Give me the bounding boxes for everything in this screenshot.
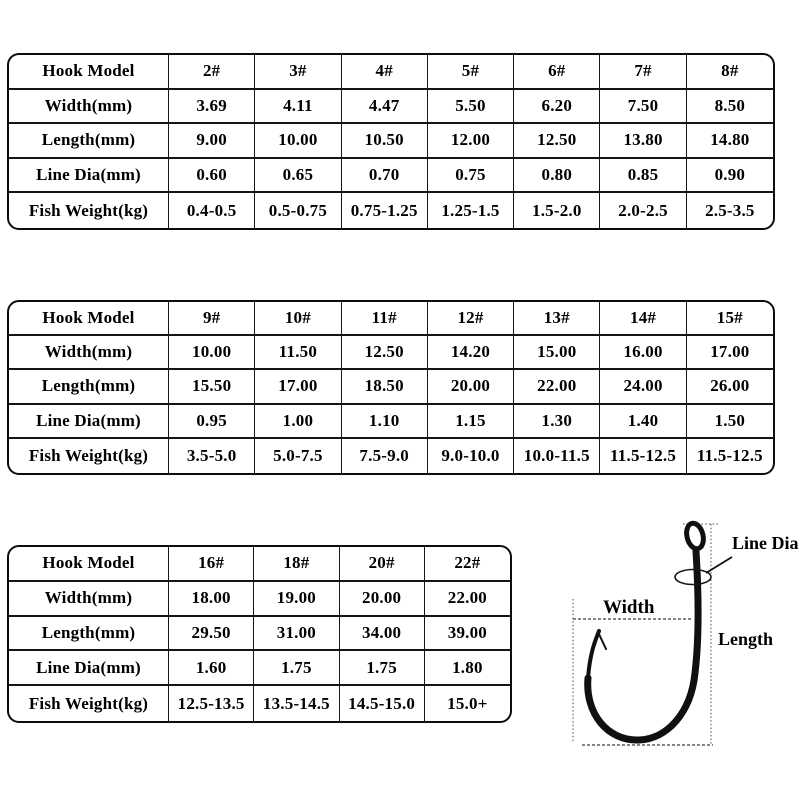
spec-value-cell: 4.47 xyxy=(342,90,428,125)
hook-diagram-svg xyxy=(555,505,800,775)
spec-value-cell: 0.5-0.75 xyxy=(255,193,341,228)
hook-model-header-cell: 11# xyxy=(342,302,428,336)
spec-value-cell: 3.5-5.0 xyxy=(169,439,255,473)
hook-model-header-cell: 8# xyxy=(687,55,773,90)
hook-spec-table-sizes-16-22 xyxy=(7,545,512,723)
spec-value-cell: 11.5-12.5 xyxy=(696,445,763,465)
spec-value-cell: 10.00 xyxy=(169,336,255,370)
hook-model-header-cell: 20# xyxy=(340,547,425,582)
hook-model-header-cell: 5# xyxy=(428,55,514,90)
row-header-cell: Line Dia(mm) xyxy=(9,651,169,686)
spec-value-cell: 1.75 xyxy=(340,651,425,686)
hook-spec-table-sizes-2-8 xyxy=(7,53,775,230)
spec-value-cell: 0.95 xyxy=(169,405,255,439)
fish-hook-illustration xyxy=(588,521,706,740)
spec-value-cell: 13.80 xyxy=(600,124,686,159)
spec-value-cell: 39.00 xyxy=(425,617,510,652)
spec-value-cell: 22.00 xyxy=(425,582,510,617)
row-header-cell: Hook Model xyxy=(9,302,169,336)
spec-value-cell: 15.50 xyxy=(169,370,255,404)
spec-value-cell: 0.85 xyxy=(600,159,686,194)
spec-value-cell: 11.5-12.5 xyxy=(600,439,686,473)
spec-value-cell: 1.60 xyxy=(169,651,254,686)
spec-value-cell: 5.50 xyxy=(428,90,514,125)
spec-value-cell: 8.50 xyxy=(687,90,773,125)
spec-value-cell: 29.50 xyxy=(169,617,254,652)
spec-value-cell: 3.69 xyxy=(169,90,255,125)
spec-value-cell: 14.20 xyxy=(428,336,514,370)
spec-value-cell: 5.0-7.5 xyxy=(255,439,341,473)
row-header-cell: Width(mm) xyxy=(9,90,169,125)
spec-value-cell: 4.11 xyxy=(255,90,341,125)
hook-model-header-cell: 12# xyxy=(428,302,514,336)
row-header-cell: Line Dia(mm) xyxy=(9,405,169,439)
spec-value-cell: 6.20 xyxy=(514,90,600,125)
spec-value-cell: 20.00 xyxy=(340,582,425,617)
hook-model-header-cell: 3# xyxy=(255,55,341,90)
spec-value-cell: 12.50 xyxy=(342,336,428,370)
hook-model-header-cell: 2# xyxy=(169,55,255,90)
hook-model-header-cell: 6# xyxy=(514,55,600,90)
spec-value-cell: 14.5-15.0 xyxy=(340,686,425,721)
spec-value-cell: 17.00 xyxy=(687,336,773,370)
spec-value-cell: 1.15 xyxy=(428,405,514,439)
spec-value-cell: 0.75-1.25 xyxy=(342,193,428,228)
row-header-cell: Hook Model xyxy=(9,547,169,582)
spec-value-cell: 0.60 xyxy=(169,159,255,194)
spec-value-cell: 24.00 xyxy=(600,370,686,404)
hook-model-header-cell: 16# xyxy=(169,547,254,582)
spec-value-cell: 31.00 xyxy=(254,617,339,652)
hook-barb xyxy=(598,632,606,649)
spec-value-cell: 16.00 xyxy=(600,336,686,370)
spec-value-cell: 1.80 xyxy=(425,651,510,686)
spec-value-cell: 12.00 xyxy=(428,124,514,159)
spec-value-cell: 1.10 xyxy=(342,405,428,439)
width-label: Width xyxy=(603,597,655,618)
row-header-cell: Hook Model xyxy=(9,55,169,90)
spec-value-cell: 0.80 xyxy=(514,159,600,194)
spec-value-cell: 0.70 xyxy=(342,159,428,194)
spec-value-cell: 1.5-2.0 xyxy=(514,193,600,228)
spec-value-cell: 34.00 xyxy=(340,617,425,652)
spec-value-cell: 13.5-14.5 xyxy=(254,686,339,721)
row-header-cell: Width(mm) xyxy=(9,336,169,370)
hook-model-header-cell: 22# xyxy=(425,547,510,582)
spec-value-cell: 1.30 xyxy=(514,405,600,439)
hook-model-header-cell: 4# xyxy=(342,55,428,90)
hook-model-header-cell: 18# xyxy=(254,547,339,582)
hook-model-header-cell: 13# xyxy=(514,302,600,336)
spec-value-cell: 9.0-10.0 xyxy=(428,439,514,473)
spec-value-cell: 7.5-9.0 xyxy=(342,439,428,473)
hook-spec-table-sizes-9-15 xyxy=(7,300,775,475)
hook-eye xyxy=(684,521,706,550)
spec-value-cell: 7.50 xyxy=(600,90,686,125)
line-dia-label: Line Dia xyxy=(732,533,799,553)
spec-value-cell: 11.50 xyxy=(255,336,341,370)
spec-value-cell: 9.00 xyxy=(169,124,255,159)
row-header-cell: Width(mm) xyxy=(9,582,169,617)
spec-value-cell: 10.00 xyxy=(255,124,341,159)
hook-point xyxy=(588,631,599,678)
spec-value-cell: 2.0-2.5 xyxy=(600,193,686,228)
spec-value-cell: 17.00 xyxy=(255,370,341,404)
line-dia-pointer xyxy=(706,557,732,573)
spec-value-cell: 0.90 xyxy=(687,159,773,194)
spec-value-cell: 1.40 xyxy=(600,405,686,439)
spec-value-cell: 1.00 xyxy=(255,405,341,439)
hook-model-header-cell: 15# xyxy=(687,302,773,336)
hook-model-header-cell: 10# xyxy=(255,302,341,336)
row-header-cell: Length(mm) xyxy=(9,124,169,159)
row-header-cell: Length(mm) xyxy=(9,370,169,404)
spec-value-cell: 22.00 xyxy=(514,370,600,404)
hook-model-header-cell: 7# xyxy=(600,55,686,90)
spec-value-cell: 1.75 xyxy=(254,651,339,686)
spec-value-cell: 0.75 xyxy=(428,159,514,194)
hook-model-header-cell: 14# xyxy=(600,302,686,336)
row-header-cell: Fish Weight(kg) xyxy=(9,193,169,228)
spec-value-cell: 18.00 xyxy=(169,582,254,617)
length-label: Length xyxy=(718,629,774,649)
spec-value-cell: 15.0+ xyxy=(447,693,488,713)
row-header-cell: Fish Weight(kg) xyxy=(9,439,169,473)
spec-value-cell: 12.5-13.5 xyxy=(169,686,254,721)
row-header-cell: Fish Weight(kg) xyxy=(9,686,169,721)
hook-model-header-cell: 9# xyxy=(169,302,255,336)
spec-value-cell: 0.65 xyxy=(255,159,341,194)
spec-value-cell: 14.80 xyxy=(687,124,773,159)
spec-value-cell: 2.5-3.5 xyxy=(705,200,755,220)
spec-value-cell: 12.50 xyxy=(514,124,600,159)
spec-value-cell: 10.0-11.5 xyxy=(514,439,600,473)
spec-value-cell: 19.00 xyxy=(254,582,339,617)
spec-value-cell: 10.50 xyxy=(342,124,428,159)
spec-value-cell: 20.00 xyxy=(428,370,514,404)
hook-measurement-diagram xyxy=(555,505,800,775)
line-dia-ellipse xyxy=(675,570,711,585)
spec-value-cell: 26.00 xyxy=(687,370,773,404)
spec-value-cell: 0.4-0.5 xyxy=(169,193,255,228)
spec-value-cell: 1.50 xyxy=(687,405,773,439)
row-header-cell: Line Dia(mm) xyxy=(9,159,169,194)
spec-value-cell: 18.50 xyxy=(342,370,428,404)
spec-value-cell: 15.00 xyxy=(514,336,600,370)
spec-value-cell: 1.25-1.5 xyxy=(428,193,514,228)
row-header-cell: Length(mm) xyxy=(9,617,169,652)
